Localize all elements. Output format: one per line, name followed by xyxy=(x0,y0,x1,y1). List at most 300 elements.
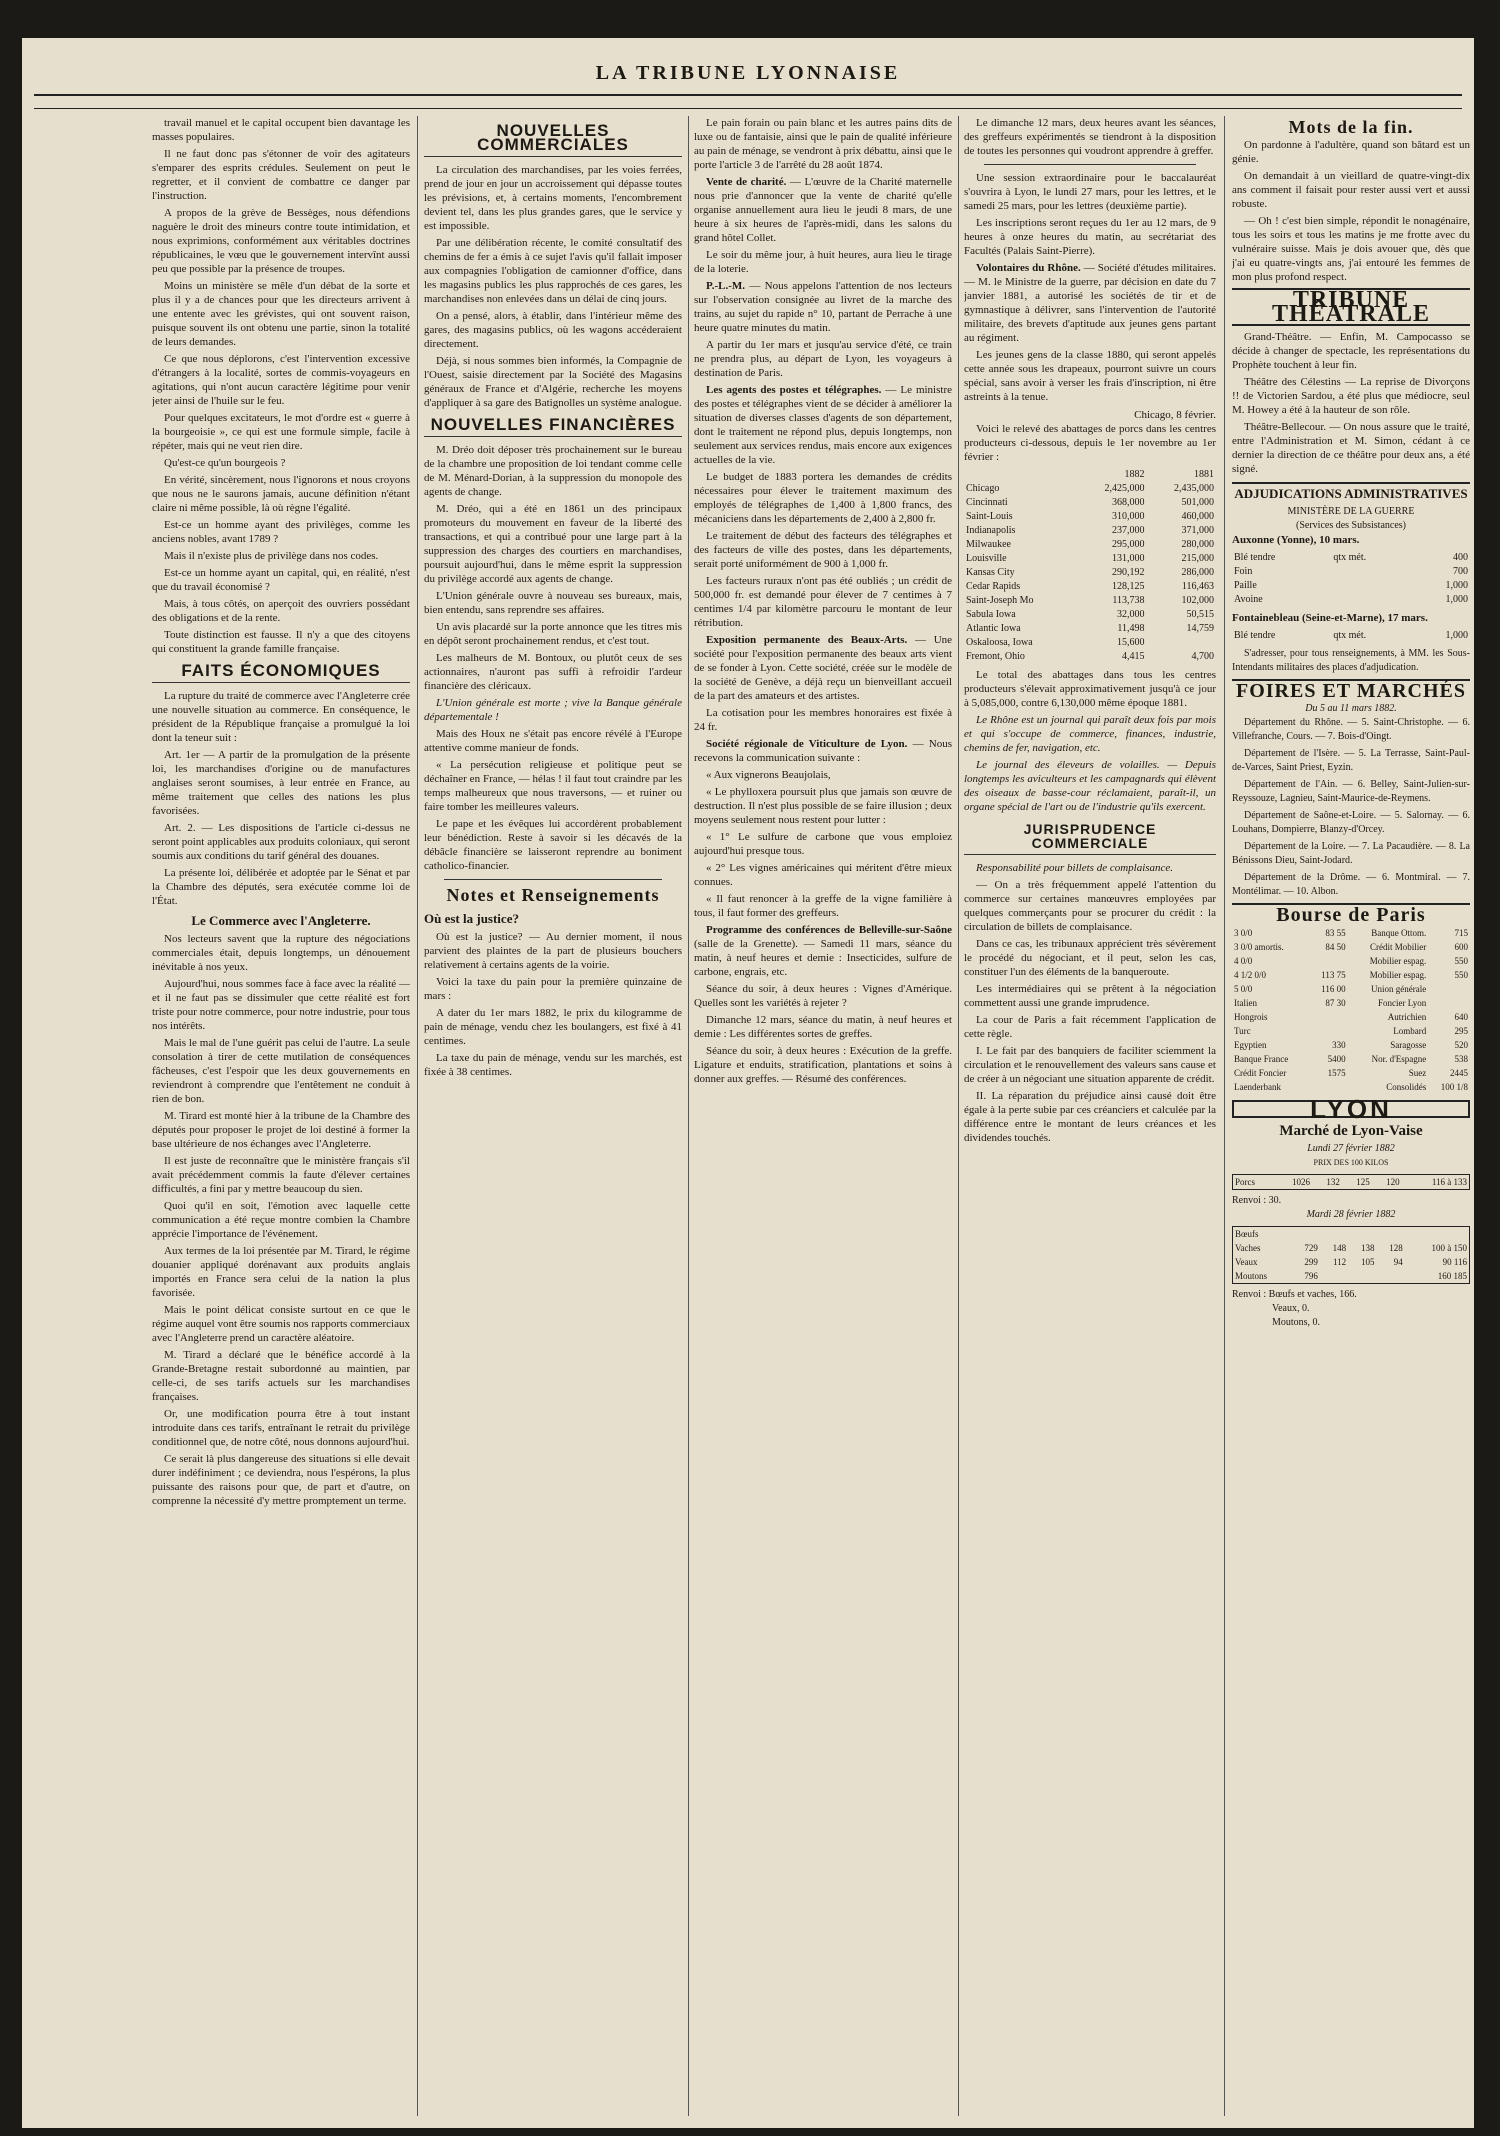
table-cell: Sabula Iowa xyxy=(966,609,1016,620)
table-cell: 550 xyxy=(1454,970,1468,980)
paragraph: Le total des abattages dans tous les centres producteurs s'élevait approximativement jusqu'à ce jour à 5,085,000, contre 6,130,000 même époque 1881. xyxy=(964,669,1216,709)
table-row xyxy=(1232,968,1470,982)
paragraph: Un avis placardé sur la porte annonce que les titres mis en dépôt seront prochainement rendus, et c'est tout. xyxy=(424,621,682,647)
divider xyxy=(444,879,662,880)
paragraph: Le soir du même jour, à huit heures, aura lieu le tirage de la loterie. xyxy=(694,249,952,275)
table-cell: 310,000 xyxy=(1111,511,1145,522)
table-cell xyxy=(1310,954,1348,968)
paragraph: Une session extraordinaire pour le baccalauréat s'ouvrira à Lyon, le lundi 27 mars, pour les lettres, et le samedi 25 mars, pour les lettres (deuxième partie). xyxy=(964,172,1216,212)
table-cell: 368,000 xyxy=(1111,497,1145,508)
paragraph-text: — Nous recevons la communication suivante : xyxy=(694,738,952,764)
table-cell: 4,700 xyxy=(1191,651,1214,662)
table-cell: 50,515 xyxy=(1186,609,1214,620)
paragraph: Les jeunes gens de la classe 1880, qui seront appelés cette année sous les drapeaux, pourront suivre un cours spécial, sans avoir à verser les frais d'inscription, ni être astreints à la tenue. xyxy=(964,349,1216,403)
paragraph: I. Le fait par des banquiers de faciliter sciemment la circulation et le renouvellement des valeurs sans cause et de créer à un négociant une situation apparente de crédit. xyxy=(964,1045,1216,1085)
table-cell: 295 xyxy=(1454,1026,1468,1036)
table-row xyxy=(1232,593,1470,607)
column-divider xyxy=(417,116,418,2116)
table-cell: 83 55 xyxy=(1325,928,1346,938)
table-marche-lundi xyxy=(1232,1174,1470,1190)
paragraph: Théâtre des Célestins — La reprise de Divorçons !! de Victorien Sardou, a été plus que médiocre, seul M. Howey a été à la hauteur de son rôle. xyxy=(1232,376,1470,416)
table-cell: 94 xyxy=(1393,1257,1403,1267)
paragraph: La présente loi, délibérée et adoptée par le Sénat et par la Chambre des députés, sera exécutée comme loi de l'État. xyxy=(152,867,410,907)
paragraph: Par une délibération récente, le comité consultatif des chemins de fer a émis à ce sujet l'avis qu'il fallait imposer aux compagnies l'obligation de camionner d'office, dans les magasins publics les plus rapprochés de ces gares, les marchandises non enlevées dans un délai de cinq jours. xyxy=(424,237,682,305)
table-cell: 290,192 xyxy=(1111,567,1145,578)
section-title-adjudications: ADJUDICATIONS ADMINISTRATIVES xyxy=(1232,482,1470,501)
table-cell: 128 xyxy=(1389,1243,1403,1253)
table-cell: 5 0/0 xyxy=(1234,984,1253,994)
paragraph: Mais, à tous côtés, on aperçoit des ouvriers possédant des obligations et de la rente. xyxy=(152,598,410,624)
table-row xyxy=(1233,1241,1470,1255)
table-cell xyxy=(1348,1227,1376,1242)
table-cell: Saint-Louis xyxy=(966,511,1013,522)
runin-viticulture: Société régionale de Viticulture de Lyon. xyxy=(706,738,908,750)
table-cell: Egyptien xyxy=(1234,1040,1267,1050)
divider xyxy=(984,164,1196,165)
paragraph: Art. 1er — A partir de la promulgation de la présente loi, les marchandises d'origine ou de manufactures anglaises seront soumises, à leur entrée en France, au même traitement que celles des nations les plus favorisées. xyxy=(152,749,410,817)
column-divider xyxy=(958,116,959,2116)
section-title-faits-economiques: FAITS ÉCONOMIQUES xyxy=(152,664,410,683)
table-cell: 116 00 xyxy=(1321,984,1346,994)
table-cell: Blé tendre xyxy=(1234,630,1276,641)
table-cell: Suez xyxy=(1408,1068,1427,1078)
paragraph-text: — Société d'études militaires. — M. le Ministre de la guerre, par décision en date du 7 janvier 1881, a autorisé les sociétés de tir et de gymnastique à délivrer, sans l'intervention de l'autorité militaire, des brevets d'aptitude aux jeunes gens partant au régiment. xyxy=(964,262,1216,344)
table-row xyxy=(1232,940,1470,954)
paragraph: Dimanche 12 mars, séance du matin, à neuf heures et demie : Les différentes sortes de greffes. xyxy=(694,1014,952,1040)
newspaper-page xyxy=(22,38,1474,2128)
paragraph: A dater du 1er mars 1882, le prix du kilogramme de pain de ménage, vendu chez les boulangers, est fixé à 41 centimes. xyxy=(424,1007,682,1047)
table-row xyxy=(1232,926,1470,940)
table-cell: 237,000 xyxy=(1111,525,1145,536)
dateline-chicago: Chicago, 8 février. xyxy=(1134,409,1216,421)
table-cell: 729 xyxy=(1304,1243,1318,1253)
table-cell: Chicago xyxy=(966,483,1000,494)
table-cell: Crédit Foncier xyxy=(1234,1068,1287,1078)
table-cell xyxy=(1310,1024,1348,1038)
paragraph: On a pensé, alors, à établir, dans l'intérieur même des gares, des magasins publics, où les wagons accéderaient directement. xyxy=(424,310,682,350)
subsection-title-marche: Marché de Lyon-Vaise xyxy=(1279,1123,1423,1139)
paragraph: Qu'est-ce qu'un bourgeois ? xyxy=(164,457,286,469)
table-cell: Milwaukee xyxy=(966,539,1011,550)
table-cell xyxy=(1376,1269,1404,1284)
table-row xyxy=(1232,579,1470,593)
table-row xyxy=(1232,1024,1470,1038)
column-2 xyxy=(424,116,682,2116)
table-row xyxy=(964,636,1216,650)
table-cell: 1,000 xyxy=(1445,594,1468,605)
table-cell: 15,600 xyxy=(1116,637,1145,648)
table-cell: Vaches xyxy=(1235,1243,1261,1253)
paragraph: La circulation des marchandises, par les voies ferrées, prend de jour en jour un accroissement qui dépasse toutes les prévisions, et, à certains moments, l'encombrement devient tel, dans les plus grandes gares, que le service y est impossible. xyxy=(424,164,682,232)
table-cell: 84 50 xyxy=(1325,942,1346,952)
table-row xyxy=(1232,551,1470,565)
runin-postes: Les agents des postes et télégraphes. xyxy=(706,384,882,396)
table-cell: Banque France xyxy=(1234,1054,1289,1064)
table-cell: 371,000 xyxy=(1181,525,1214,536)
table-cell: Italien xyxy=(1234,998,1257,1008)
table-cell: Mobilier espag. xyxy=(1369,970,1427,980)
table-cell: 520 xyxy=(1454,1040,1468,1050)
table-cell: 1,000 xyxy=(1445,630,1468,641)
runin-programme: Programme des conférences de Belleville-sur-Saône xyxy=(706,924,952,936)
paragraph: Département de la Loire. — 7. La Pacaudière. — 8. La Bénissons Dieu, Saint-Jodard. xyxy=(1232,841,1470,866)
table-cell: 32,000 xyxy=(1116,609,1145,620)
paragraph: Le pain forain ou pain blanc et les autres pains dits de luxe ou de fantaisie, ainsi que le pain de qualité inférieure au pain de ménage, se vendront à prix débattu, ainsi que le porte l'article 3 de l'arrêté du 28 août 1874. xyxy=(694,117,952,171)
paragraph: Le journal des éleveurs de volailles. — Depuis longtemps les aviculteurs et les campagnards qui élèvent des oiseaux de basse-cour réclamaient, paraît-il, un organe spécial de l'art ou de l'industrie qu'ils exercent. xyxy=(964,759,1216,813)
table-cell: 113 75 xyxy=(1321,970,1346,980)
table-cell xyxy=(1310,1080,1348,1094)
paragraph: Aux termes de la loi présentée par M. Tirard, le régime douanier appliqué dorénavant aux produits anglais importés en France sera celui de la nation la plus favorisée. xyxy=(152,1245,410,1299)
paragraph: « Il faut renoncer à la greffe de la vigne familière à tous, il faut former des greffeurs. xyxy=(694,893,952,919)
table-cell: 128,125 xyxy=(1111,581,1145,592)
place-heading: Fontainebleau (Seine-et-Marne), 17 mars. xyxy=(1232,612,1428,624)
paragraph: Il est juste de reconnaître que le ministère français s'il avait précédemment commis la faute d'élever certaines difficultés, a fini par y mettre beaucoup du sien. xyxy=(152,1155,410,1195)
section-title-bourse: Bourse de Paris xyxy=(1232,903,1470,922)
paragraph: La cotisation pour les membres honoraires est fixée à 24 fr. xyxy=(694,707,952,733)
paragraph: Le pape et les évêques lui accordèrent probablement leur bénédiction. Reste à savoir si les décavés de la débâcle financière se laisseront reprendre au boniment catholico-financier. xyxy=(424,818,682,872)
table-cell: Mobilier espag. xyxy=(1369,956,1427,966)
paragraph: La rupture du traité de commerce avec l'Angleterre crée une nouvelle situation au commerce. En conséquence, le président de la République française a promulgué la loi dont la teneur suit : xyxy=(152,690,410,744)
paragraph: Les malheurs de M. Bontoux, ou plutôt ceux de ses actionnaires, n'auront pas suffi à refroidir l'ardeur financière des cléricaux. xyxy=(424,652,682,692)
paragraph: Ce que nous déplorons, c'est l'intervention excessive d'étrangers à la localité, sortes de commis-voyageurs en agitations, qui n'ont aucun caractère légitime pour venir jeter ainsi de l'huile sur le feu. xyxy=(152,353,410,407)
paragraph: Séance du soir, à deux heures : Exécution de la greffe. Ligature et enduits, stratification, plantations et soins à donner aux greffes. — Résumé des conférences. xyxy=(694,1045,952,1085)
table-cell: 105 xyxy=(1360,1257,1375,1267)
table-cell: 286,000 xyxy=(1181,567,1214,578)
paragraph: Voici le relevé des abattages de porcs dans les centres producteurs ci-dessous, depuis le 1er novembre au 1er février : xyxy=(964,423,1216,463)
paragraph: — On a très fréquemment appelé l'attention du commerce sur certaines manœuvres employées par quelques commerçants pour se procurer du crédit : la circulation de billets de complaisance. xyxy=(964,879,1216,933)
column-3 xyxy=(694,116,952,2116)
paragraph: Ce serait là plus dangereuse des situations si elle devait durer indéfiniment ; ce deviendra, nous l'espérons, la plus puissante des raisons pour que, de part et d'autre, on comprenne la nécessité d'y mettre promptement un terme. xyxy=(152,1453,410,1507)
paragraph: On demandait à un vieillard de quatre-vingt-dix ans comment il faisait pour rester aussi vert et aussi robuste. xyxy=(1232,170,1470,210)
table-cell: Louisville xyxy=(966,553,1007,564)
table-cell: Veaux xyxy=(1235,1257,1258,1267)
table-cell: Turc xyxy=(1234,1026,1251,1036)
table-cell: Atlantic Iowa xyxy=(966,623,1021,634)
paragraph: Les inscriptions seront reçues du 1er au 12 mars, de 9 heures à onze heures du matin, au secrétariat des Facultés (Palais Saint-Pierre). xyxy=(964,217,1216,257)
paragraph: Département du Rhône. — 5. Saint-Christophe. — 6. Villefranche, Cours. — 7. Bois-d'Oingt. xyxy=(1232,717,1470,742)
table-cell: Hongrois xyxy=(1234,1012,1268,1022)
subtitle: MINISTÈRE DE LA GUERRE xyxy=(1287,506,1415,517)
paragraph: L'Union générale est morte ; vive la Banque générale départementale ! xyxy=(424,697,682,723)
paragraph: « La persécution religieuse et politique peut se déchaîner en France, — hélas ! il faut tout craindre par les temps malheureux que nous traversons, — et ruiner ou faire tomber les meilleures valeurs. xyxy=(424,759,682,813)
paragraph-text: — Le ministre des postes et télégraphes vient de se décider à améliorer la situation de diverses classes d'agents de son département, dont le traitement ne répond plus, depuis longtemps, non seulement aux services rendus, mais encore aux exigences actuelles de la vie. xyxy=(694,384,952,466)
table-cell: 100 à 150 xyxy=(1431,1243,1467,1253)
section-title-nouvelles-financieres: NOUVELLES FINANCIÈRES xyxy=(424,418,682,437)
renvoi: Moutons, 0. xyxy=(1272,1317,1321,1328)
table-row xyxy=(964,594,1216,608)
table-row xyxy=(964,580,1216,594)
paragraph: Théâtre-Bellecour. — On nous assure que le traité, entre l'Administration et M. Simon, cédant à ce dernier la direction de ce théâtre pour deux ans, a été signé. xyxy=(1232,421,1470,475)
table-cell: Union générale xyxy=(1371,984,1427,994)
table-row xyxy=(1232,982,1470,996)
paragraph: Déjà, si nous sommes bien informés, la Compagnie de l'Ouest, saisie directement par la Société des Magasins généraux de France et d'Algérie, recherche les moyens d'appliquer à sa gare des Batignolles un système analogue. xyxy=(424,355,682,409)
table-cell: qtx mét. xyxy=(1333,630,1367,641)
paragraph: Dans ce cas, les tribunaux apprécient très sévèrement le procédé du négociant, et il peut, selon les cas, constituer l'un des éléments de la banqueroute. xyxy=(964,938,1216,978)
table-row xyxy=(1233,1175,1470,1190)
table-cell: Saragosse xyxy=(1390,1040,1427,1050)
table-bourse xyxy=(1232,926,1470,1094)
paragraph: Est-ce un homme ayant des privilèges, comme les anciens nobles, avant 1789 ? xyxy=(152,519,410,545)
paragraph: Mais des Houx ne s'était pas encore révélé à l'Europe attentive comme manieur de fonds. xyxy=(424,728,682,754)
table-cell: 550 xyxy=(1454,956,1468,966)
paragraph: Mais le mal de l'une guérit pas celui de l'autre. La seule consolation à tirer de cette mutilation de conséquences fâcheuses, c'est l'espoir que les deux gouvernements en reviendront à comprendre que l'entêtement ne conduit à rien de bon. xyxy=(152,1037,410,1105)
table-cell xyxy=(1146,636,1216,650)
table-cell: Kansas City xyxy=(966,567,1015,578)
table-cell: Avoine xyxy=(1234,594,1263,605)
table-cell: Cedar Rapids xyxy=(966,581,1021,592)
paragraph: Mais le point délicat consiste surtout en ce que le régime auquel vont être soumis nos rapports commerciaux avec l'Angleterre prend un caractère aléatoire. xyxy=(152,1304,410,1344)
table-row xyxy=(1232,996,1470,1010)
table-cell: 2,425,000 xyxy=(1104,483,1145,494)
table-row xyxy=(1232,1066,1470,1080)
paragraph: On pardonne à l'adultère, quand son bâtard est un génie. xyxy=(1232,139,1470,165)
table-row xyxy=(1232,1080,1470,1094)
table-cell: Nor. d'Espagne xyxy=(1371,1054,1427,1064)
table-row xyxy=(964,650,1216,664)
paragraph: Séance du soir, à deux heures : Vignes d'Amérique. Quelles sont les variétés à rejeter ? xyxy=(694,983,952,1009)
table-cell: 2,435,000 xyxy=(1174,483,1214,494)
table-cell: 1575 xyxy=(1327,1068,1346,1078)
table-cell xyxy=(1320,1227,1348,1242)
paragraph-text: — Une société pour l'exposition permanente des beaux arts vient de se fonder à Lyon. Cette société, créée sur le modèle de la société de Genève, a déjà reçu un bienveillant accueil de la part des amateurs et des artistes. xyxy=(694,634,952,702)
column-header: 1882 xyxy=(1124,469,1145,480)
table-row xyxy=(1232,1052,1470,1066)
table-cell: Saint-Joseph Mo xyxy=(966,595,1034,606)
paragraph: « 1° Le sulfure de carbone que vous emploiez aujourd'hui presque tous. xyxy=(694,831,952,857)
table-cell: Fremont, Ohio xyxy=(966,651,1025,662)
table-cell xyxy=(1428,996,1470,1010)
table-cell: 160 185 xyxy=(1437,1271,1467,1281)
paragraph: Le dimanche 12 mars, deux heures avant les séances, des greffeurs expérimentés se tiendront à la disposition de toutes les personnes qui voudront apprendre à greffer. xyxy=(964,117,1216,157)
paragraph: Le budget de 1883 portera les demandes de crédits nécessaires pour élever le traitement maximum des employés de télégraphes de 1,400 à 1,800 francs, des mécaniciens dans les départements de 2,400 à 2,800 fr. xyxy=(694,471,952,525)
table-cell xyxy=(1428,982,1470,996)
table-row xyxy=(1232,1038,1470,1052)
column-divider xyxy=(1224,116,1225,2116)
paragraph: Département de l'Isère. — 5. La Terrasse, Saint-Paul-de-Varces, Saint Priest, Eyzin. xyxy=(1232,748,1470,773)
paragraph-text: — L'œuvre de la Charité maternelle nous prie d'annoncer que la vente de charité qu'elle organise annuellement aura lieu le jeudi 8 mars, de une heure à six heures de l'après-midi, dans les salons du grand hôtel Collet. xyxy=(694,176,952,244)
table-cell: 2445 xyxy=(1450,1068,1468,1078)
subtitle: Du 5 au 11 mars 1882. xyxy=(1305,703,1397,714)
runin-plm: P.-L.-M. xyxy=(706,280,746,292)
table-cell: 715 xyxy=(1454,928,1468,938)
table-cell: 90 116 xyxy=(1442,1257,1467,1267)
paragraph: La cour de Paris a fait récemment l'application de cette règle. xyxy=(964,1014,1216,1040)
table-cell: Indianapolis xyxy=(966,525,1016,536)
table-cell: 116 à 133 xyxy=(1431,1177,1467,1187)
table-cell: 14,759 xyxy=(1186,623,1214,634)
table-cell: Oskaloosa, Iowa xyxy=(966,637,1033,648)
subtitle: Responsabilité pour billets de complaisance. xyxy=(976,862,1174,874)
table-cell xyxy=(1376,1227,1404,1242)
table-row xyxy=(964,510,1216,524)
subsection-title-justice: Où est la justice? xyxy=(424,911,519,926)
table-cell: 400 xyxy=(1453,552,1468,563)
paragraph: Département de la Drôme. — 6. Montmiral. — 7. Montélimar. — 10. Albon. xyxy=(1232,872,1470,897)
table-row xyxy=(964,482,1216,496)
renvoi: Renvoi : Bœufs et vaches, 166. xyxy=(1232,1289,1357,1300)
table-cell: Lombard xyxy=(1393,1026,1427,1036)
table-cell: 4,415 xyxy=(1121,651,1145,662)
place-heading: Auxonne (Yonne), 10 mars. xyxy=(1232,534,1360,546)
table-cell xyxy=(1331,565,1412,579)
table-cell: 280,000 xyxy=(1181,539,1214,550)
table-cell: Porcs xyxy=(1235,1177,1255,1187)
table-cell: Foin xyxy=(1234,566,1253,577)
table-fontainebleau xyxy=(1232,629,1470,643)
table-cell: 131,000 xyxy=(1111,553,1145,564)
paragraph: Le traitement de début des facteurs des télégraphes et des facteurs de ville des postes, dans les départements, serait porté uniformément de 900 à 1,000 fr. xyxy=(694,530,952,570)
table-marche-mardi xyxy=(1232,1226,1470,1284)
paragraph: Département de l'Ain. — 6. Belley, Saint-Julien-sur-Reyssouze, Lagnieu, Saint-Maurice-de-Reymens. xyxy=(1232,779,1470,804)
table-cell: 4 1/2 0/0 xyxy=(1234,970,1267,980)
table-cell: 87 30 xyxy=(1325,998,1346,1008)
table-cell xyxy=(1310,1010,1348,1024)
table-cell: 120 xyxy=(1386,1177,1400,1187)
paragraph: M. Tirard est monté hier à la tribune de la Chambre des députés pour proposer le projet de loi destiné à former la base ultérieure de nos échanges avec l'Angleterre. xyxy=(152,1110,410,1150)
table-abattages xyxy=(964,468,1216,664)
paragraph: La taxe du pain de ménage, vendu sur les marchés, est fixée à 38 centimes. xyxy=(424,1052,682,1078)
section-title-foires: FOIRES ET MARCHÉS xyxy=(1232,679,1470,698)
subsection-title-commerce: Le Commerce avec l'Angleterre. xyxy=(191,913,371,928)
paragraph: « Aux vignerons Beaujolais, xyxy=(706,769,831,781)
section-title-lyon: LYON xyxy=(1232,1100,1470,1118)
table-cell: Bœufs xyxy=(1235,1229,1259,1239)
paragraph: L'Union générale ouvre à nouveau ses bureaux, mais, bien entendu, sans reprendre ses affaires. xyxy=(424,590,682,616)
paragraph: Art. 2. — Les dispositions de l'article ci-dessus ne seront point applicables aux produits coloniaux, qui seront soumis aux conditions du tarif général des douanes. xyxy=(152,822,410,862)
paragraph: « 2° Les vignes américaines qui méritent d'être mieux connues. xyxy=(694,862,952,888)
paragraph-text: (salle de la Grenette). — Samedi 11 mars, séance du matin, à neuf heures et demie : Insecticides, sulfure de carbone, engrais, etc. xyxy=(694,938,952,978)
table-cell: 102,000 xyxy=(1181,595,1214,606)
column-1 xyxy=(152,116,410,2116)
table-cell: 215,000 xyxy=(1181,553,1214,564)
section-title-mots-de-la-fin: Mots de la fin. xyxy=(1288,117,1414,137)
runin-expo: Exposition permanente des Beaux-Arts. xyxy=(706,634,908,646)
paragraph: Mais il n'existe plus de privilège dans nos codes. xyxy=(164,550,379,562)
paragraph: Moins un ministère se mêle d'un débat de la sorte et plus il y a de chances pour que les directeurs arrivent à une entente avec les grévistes, qui ont souvent raison, puisque souvent ils ont obtenu une partie, sinon la totalité de leurs demandes. xyxy=(152,280,410,348)
table-cell xyxy=(1405,1227,1470,1242)
table-cell: 11,498 xyxy=(1117,623,1145,634)
table-cell: 113,738 xyxy=(1112,595,1145,606)
paragraph: Département de Saône-et-Loire. — 5. Salornay. — 6. Louhans, Dompierre, Blanzy-d'Orcey. xyxy=(1232,810,1470,835)
table-cell: Blé tendre xyxy=(1234,552,1276,563)
date-heading: Lundi 27 février 1882 xyxy=(1307,1143,1395,1154)
table-cell: 600 xyxy=(1454,942,1468,952)
table-cell: 460,000 xyxy=(1181,511,1214,522)
column-5 xyxy=(1232,116,1470,2116)
table-row xyxy=(1233,1255,1470,1269)
paragraph: M. Dréo doit déposer très prochainement sur le bureau de la chambre une proposition de loi tendant comme celle de M. Ménard-Dorian, à la suppression du monopole des agents de change. xyxy=(424,444,682,498)
table-cell: 1,000 xyxy=(1445,580,1468,591)
paragraph: Les intermédiaires qui se prêtent à la négociation commettent aussi une grande imprudence. xyxy=(964,983,1216,1009)
table-cell: Moutons xyxy=(1235,1271,1268,1281)
section-title-notes: Notes et Renseignements xyxy=(446,885,660,905)
table-cell: 501,000 xyxy=(1181,497,1214,508)
paragraph: M. Dréo, qui a été en 1861 un des principaux promoteurs du mouvement en faveur de la liberté des transactions, et qui a contribué pour une large part à la suppression des charges des courtiers en marchandises, poursuit aujourd'hui, dans le même esprit la suppression du privilège accordé aux agents de change. xyxy=(424,503,682,585)
table-cell: 295,000 xyxy=(1111,539,1145,550)
table-caption: PRIX DES 100 KILOS xyxy=(1313,1158,1389,1167)
paragraph: Où est la justice? — Au dernier moment, il nous parvient des plaintes de la part de plusieurs bouchers relativement à certains agents de la voirie. xyxy=(424,931,682,971)
paragraph: Grand-Théâtre. — Enfin, M. Campocasso se décide à changer de spectacle, les représentations du Prophète touchent à leur fin. xyxy=(1232,331,1470,371)
paragraph: En vérité, sincèrement, nous l'ignorons et nous croyons que nous ne le saurons jamais, aucune définition n'étant claire ni même possible, là où règne l'égalité. xyxy=(152,474,410,514)
table-row xyxy=(964,566,1216,580)
table-row xyxy=(1232,565,1470,579)
section-title-jurisprudence: JURISPRUDENCE COMMERCIALE xyxy=(964,822,1216,855)
paragraph: Quoi qu'il en soit, l'émotion avec laquelle cette communication a été reçue montre combien la Chambre apprécie l'importance de l'événement. xyxy=(152,1200,410,1240)
table-cell: 538 xyxy=(1454,1054,1468,1064)
masthead: LA TRIBUNE LYONNAISE xyxy=(595,62,901,84)
date-heading: Mardi 28 février 1882 xyxy=(1306,1209,1396,1220)
table-cell: Crédit Mobilier xyxy=(1370,942,1427,952)
table-cell: 1026 xyxy=(1291,1177,1310,1187)
table-cell: 640 xyxy=(1454,1012,1468,1022)
col1-intro xyxy=(152,116,410,656)
table-row xyxy=(964,622,1216,636)
runin-volontaires: Volontaires du Rhône. xyxy=(976,262,1081,274)
table-cell: 299 xyxy=(1304,1257,1318,1267)
paragraph: — Oh ! c'est bien simple, répondit le nonagénaire, tous les soirs et tous les matins je me frotte avec du vulnéraire suisse. Mais je dois avouer que, dès que j'ai eu quatre-vingts ans, j'ai entouré les femmes de mon plus profond respect. xyxy=(1232,215,1470,283)
table-cell xyxy=(1331,593,1412,607)
column-4 xyxy=(964,116,1216,2116)
paragraph: Voici la taxe du pain pour la première quinzaine de mars : xyxy=(424,976,682,1002)
section-title-tribune-theatrale: TRIBUNE THÉATRALE xyxy=(1232,288,1470,326)
table-cell: 148 xyxy=(1332,1243,1347,1253)
table-cell: qtx mét. xyxy=(1333,552,1367,563)
table-cell: Laenderbank xyxy=(1234,1082,1281,1092)
table-row xyxy=(964,524,1216,538)
table-header-row xyxy=(964,468,1216,482)
table-cell: 125 xyxy=(1356,1177,1370,1187)
runin-charite: Vente de charité. xyxy=(706,176,787,188)
table-cell: 116,463 xyxy=(1181,581,1214,592)
paragraph: « Le phylloxera poursuit plus que jamais son œuvre de destruction. Il n'est plus possible de se faire illusion ; deux moyens seulement nous restent pour lutter : xyxy=(694,786,952,826)
paragraph: Pour quelques excitateurs, le mot d'ordre est « guerre à la bourgeoisie », ce qui est une formule simple, facile à répéter, mais qui ne veut rien dire. xyxy=(152,412,410,452)
table-cell: 5400 xyxy=(1327,1054,1346,1064)
paragraph: Aujourd'hui, nous sommes face à face avec la réalité — et il ne faut pas se dissimuler que cette réalité est fort triste pour notre commerce, pour notre industrie, pour tous nos intérêts. xyxy=(152,978,410,1032)
table-cell: 796 xyxy=(1304,1271,1318,1281)
table-cell: 4 0/0 xyxy=(1234,956,1253,966)
table-cell: 3 0/0 xyxy=(1234,928,1253,938)
table-cell: 132 xyxy=(1326,1177,1340,1187)
paragraph: Or, une modification pourra être à tout instant introduite dans ces tarifs, entraînant le retrait du privilège conditionnel que, de notre côté, nous donnons aujourd'hui. xyxy=(152,1408,410,1448)
section-title-nouvelles-commerciales: NOUVELLES COMMERCIALES xyxy=(424,124,682,157)
table-cell: 700 xyxy=(1453,566,1468,577)
masthead-rule xyxy=(34,94,1462,96)
table-cell: Banque Ottom. xyxy=(1371,928,1427,938)
table-row xyxy=(1232,1010,1470,1024)
table-cell xyxy=(1320,1269,1348,1284)
paragraph: II. La réparation du préjudice ainsi causé doit être égale à la perte subie par ces créanciers et calculée par la différence entre le montant de leurs créances et les dividendes touchés. xyxy=(964,1090,1216,1144)
masthead-rule-thin xyxy=(34,108,1462,109)
table-row xyxy=(1233,1269,1470,1284)
table-cell xyxy=(1348,1269,1376,1284)
table-row xyxy=(1232,954,1470,968)
table-row xyxy=(964,496,1216,510)
table-cell: 330 xyxy=(1332,1040,1346,1050)
table-cell: Paille xyxy=(1234,580,1257,591)
table-cell xyxy=(1331,579,1412,593)
table-cell xyxy=(1292,1227,1320,1242)
table-row xyxy=(964,552,1216,566)
paragraph: Il ne faut donc pas s'étonner de voir des agitateurs s'emparer des esprits crédules. Seulement on peut le regretter, et il convient de combattre ce danger par l'instruction. xyxy=(152,148,410,202)
paragraph: S'adresser, pour tous renseignements, à MM. les Sous-Intendants militaires des places d'adjudication. xyxy=(1232,648,1470,673)
table-row xyxy=(1233,1227,1470,1242)
column-divider xyxy=(688,116,689,2116)
table-cell: 100 1/8 xyxy=(1440,1082,1468,1092)
paragraph: A partir du 1er mars et jusqu'au service d'été, ce train ne prendra plus, au départ de Lyon, les voyageurs à destination de Paris. xyxy=(694,339,952,379)
paragraph: Toute distinction est fausse. Il n'y a que des citoyens qui constituent la grande famille française. xyxy=(152,629,410,655)
column-header: 1881 xyxy=(1194,469,1214,480)
paragraph: A propos de la grève de Bessèges, nous défendions naguère le droit des mineurs contre toute intimidation, et nous exprimions, conformément aux véritables doctrines républicaines, le vœu que le gouvernement intervînt aussi peu que possible par la présence de troupes. xyxy=(152,207,410,275)
